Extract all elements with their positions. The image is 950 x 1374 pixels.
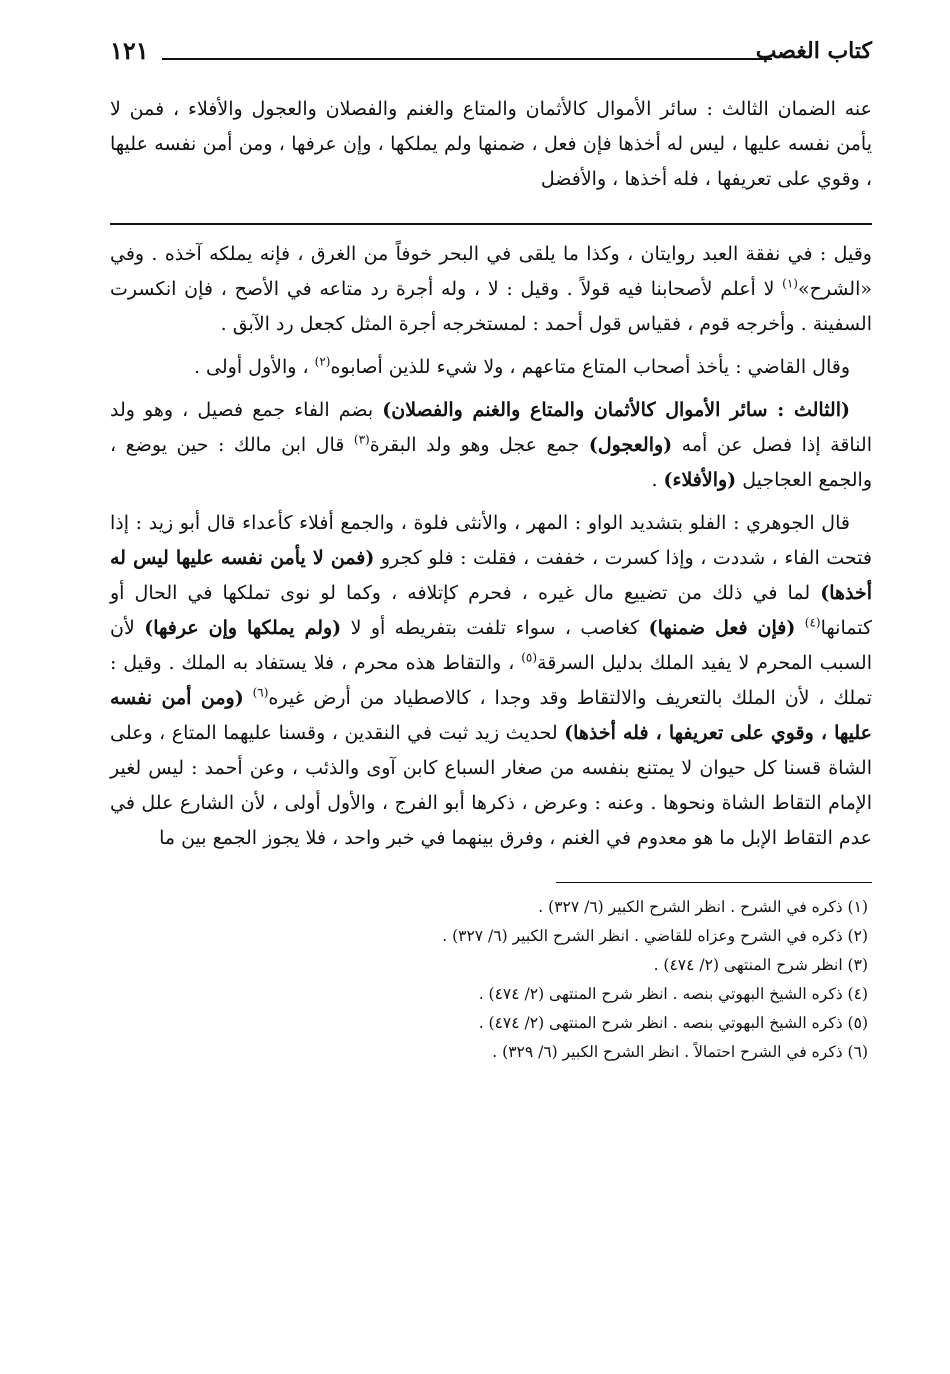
footnote-rule [556,882,872,883]
chapter-title: كتاب الغصب [755,38,872,64]
footnotes [110,893,872,1067]
footnote-ref-3: (٣) [353,432,370,447]
footnote-5: (٥) ذكره الشيخ البهوتي بنصه . انظر شرح المنتهى (٢/ ٤٧٤) . [478,1014,868,1032]
footnote-3: (٣) انظر شرح المنتهى (٢/ ٤٧٤) . [653,956,868,974]
matn-quote: (والأفلاء) [663,469,737,491]
matn-quote: (الثالث : سائر الأموال كالأثمان والمتاع والغنم والفصلان) [382,399,850,421]
page-number: ١٢١ [110,36,149,65]
text-span: لا أعلم لأصحابنا فيه قولاً . وقيل : لا ، وله أجرة رد متاعه في الأصح ، فإن انكسرت السفينة . وأخرجه قوم ، فقياس قول أحمد : لمستخرجه أجرة المثل كجعل رد الآبق . [110,278,872,335]
text-span: . [651,469,664,491]
footnote-ref-4: (٤) [804,615,821,630]
text-span [795,617,804,639]
text-span: جمع عجل وهو ولد البقرة [369,434,589,456]
text-span: كغاصب ، سواء تلفت بتفريطه أو لا [341,617,649,639]
text-span: قال الجوهري : الفلو بتشديد الواو : المهر ، والأنثى فلوة ، والجمع أفلاء كأعداء قال أبو زيد : إذا فتحت الفاء ، شددت ، وإذا كسرت ، خففت ، فقلت : فلو كجرو [110,512,872,569]
footnote-6: (٦) ذكره في الشرح احتمالاً . انظر الشرح الكبير (٦/ ٣٢٩) . [492,1043,868,1061]
text-span: ، والتقاط هذه محرم ، فلا يستفاد به الملك . وقيل : تملك ، لأن الملك بالتعريف والالتقاط وقد وجدا ، كالاصطياد من أرض غيره [110,652,872,709]
footnote-ref-6: (٦) [252,685,269,700]
text-span: بضم الفاء جمع فصيل ، وهو ولد الناقة إذا فصل عن أمه [110,399,872,456]
commentary-paragraph-2 [110,350,872,385]
text-span: ، والأول أولى . [193,356,315,378]
footnote-ref-1: (١) [782,276,798,291]
matn-quote: (ومن أمن نفسه عليها ، وقوي على تعريفها ، فله أخذها) [110,687,872,744]
text-span: وقال القاضي : يأخذ أصحاب المتاع متاعهم ، ولا شيء للذين أصابوه [330,356,850,378]
commentary-paragraph-1 [110,237,872,342]
commentary-paragraph-4 [110,506,872,856]
commentary-paragraph-3 [110,393,872,498]
footnote-4: (٤) ذكره الشيخ البهوتي بنصه . انظر شرح المنتهى (٢/ ٤٧٤) . [478,985,868,1003]
matn-quote: (والعجول) [588,434,673,456]
section-divider [110,223,872,225]
text-span: وقيل : في نفقة العبد روايتان ، وكذا ما يلقى في البحر خوفاً من الغرق ، فإنه يملكه آخذه . وفي «الشرح» [110,243,872,300]
footnote-ref-2: (٢) [314,354,331,369]
text-span [244,687,253,709]
footnote-ref-5: (٥) [521,650,538,665]
matn-quote: (فمن لا يأمن نفسه عليها ليس له أخذها) [110,547,872,604]
text-span: لأن السبب المحرم لا يفيد الملك بدليل السرقة [110,617,872,674]
footnote-2: (٢) ذكره في الشرح وعزاه للقاضي . انظر الشرح الكبير (٦/ ٣٢٧) . [442,927,868,945]
running-header [110,36,872,72]
text-span: لما في ذلك من تضييع مال غيره ، فحرم كإتلافه ، وكما لو نوى تملكها في الحال أو كتمانها [110,582,872,639]
footnote-1: (١) ذكره في الشرح . انظر الشرح الكبير (٦/ ٣٢٧) . [538,898,868,916]
book-page [110,36,872,1067]
matn-quote: (ولم يملكها وإن عرفها) [144,617,342,639]
text-span: لحديث زيد ثبت في النقدين ، وقسنا عليهما المتاع ، وعلى الشاة قسنا كل حيوان لا يمتنع بنفسه من صغار السباع كابن آوى والذئب ، وعن أحمد : ليس لغير الإمام التقاط الشاة ونحوها . وعنه : وعرض ، ذكرها أبو الفرج ، والأول أولى ، لأن الشارع علل في عدم التقاط الإبل ما هو معدوم في الغنم ، وفرق بينهما في خبر واحد ، فلا يجوز الجمع بين ما [110,722,872,849]
text-span: قال ابن مالك : حين يوضع ، والجمع العجاجيل [110,434,872,491]
matn-text: عنه الضمان الثالث : سائر الأموال كالأثمان والمتاع والغنم والفصلان والعجول والأفلاء ، فمن لا يأمن نفسه عليها ، ليس له أخذها فإن فعل ، ضمنها ولم يملكها ، وإن عرفها ، ومن أمن نفسه عليها ، وقوي على تعريفها ، فله أخذها ، والأفضل [110,98,872,190]
matn-quote: (فإن فعل ضمنها) [648,617,796,639]
header-rule [162,58,772,60]
